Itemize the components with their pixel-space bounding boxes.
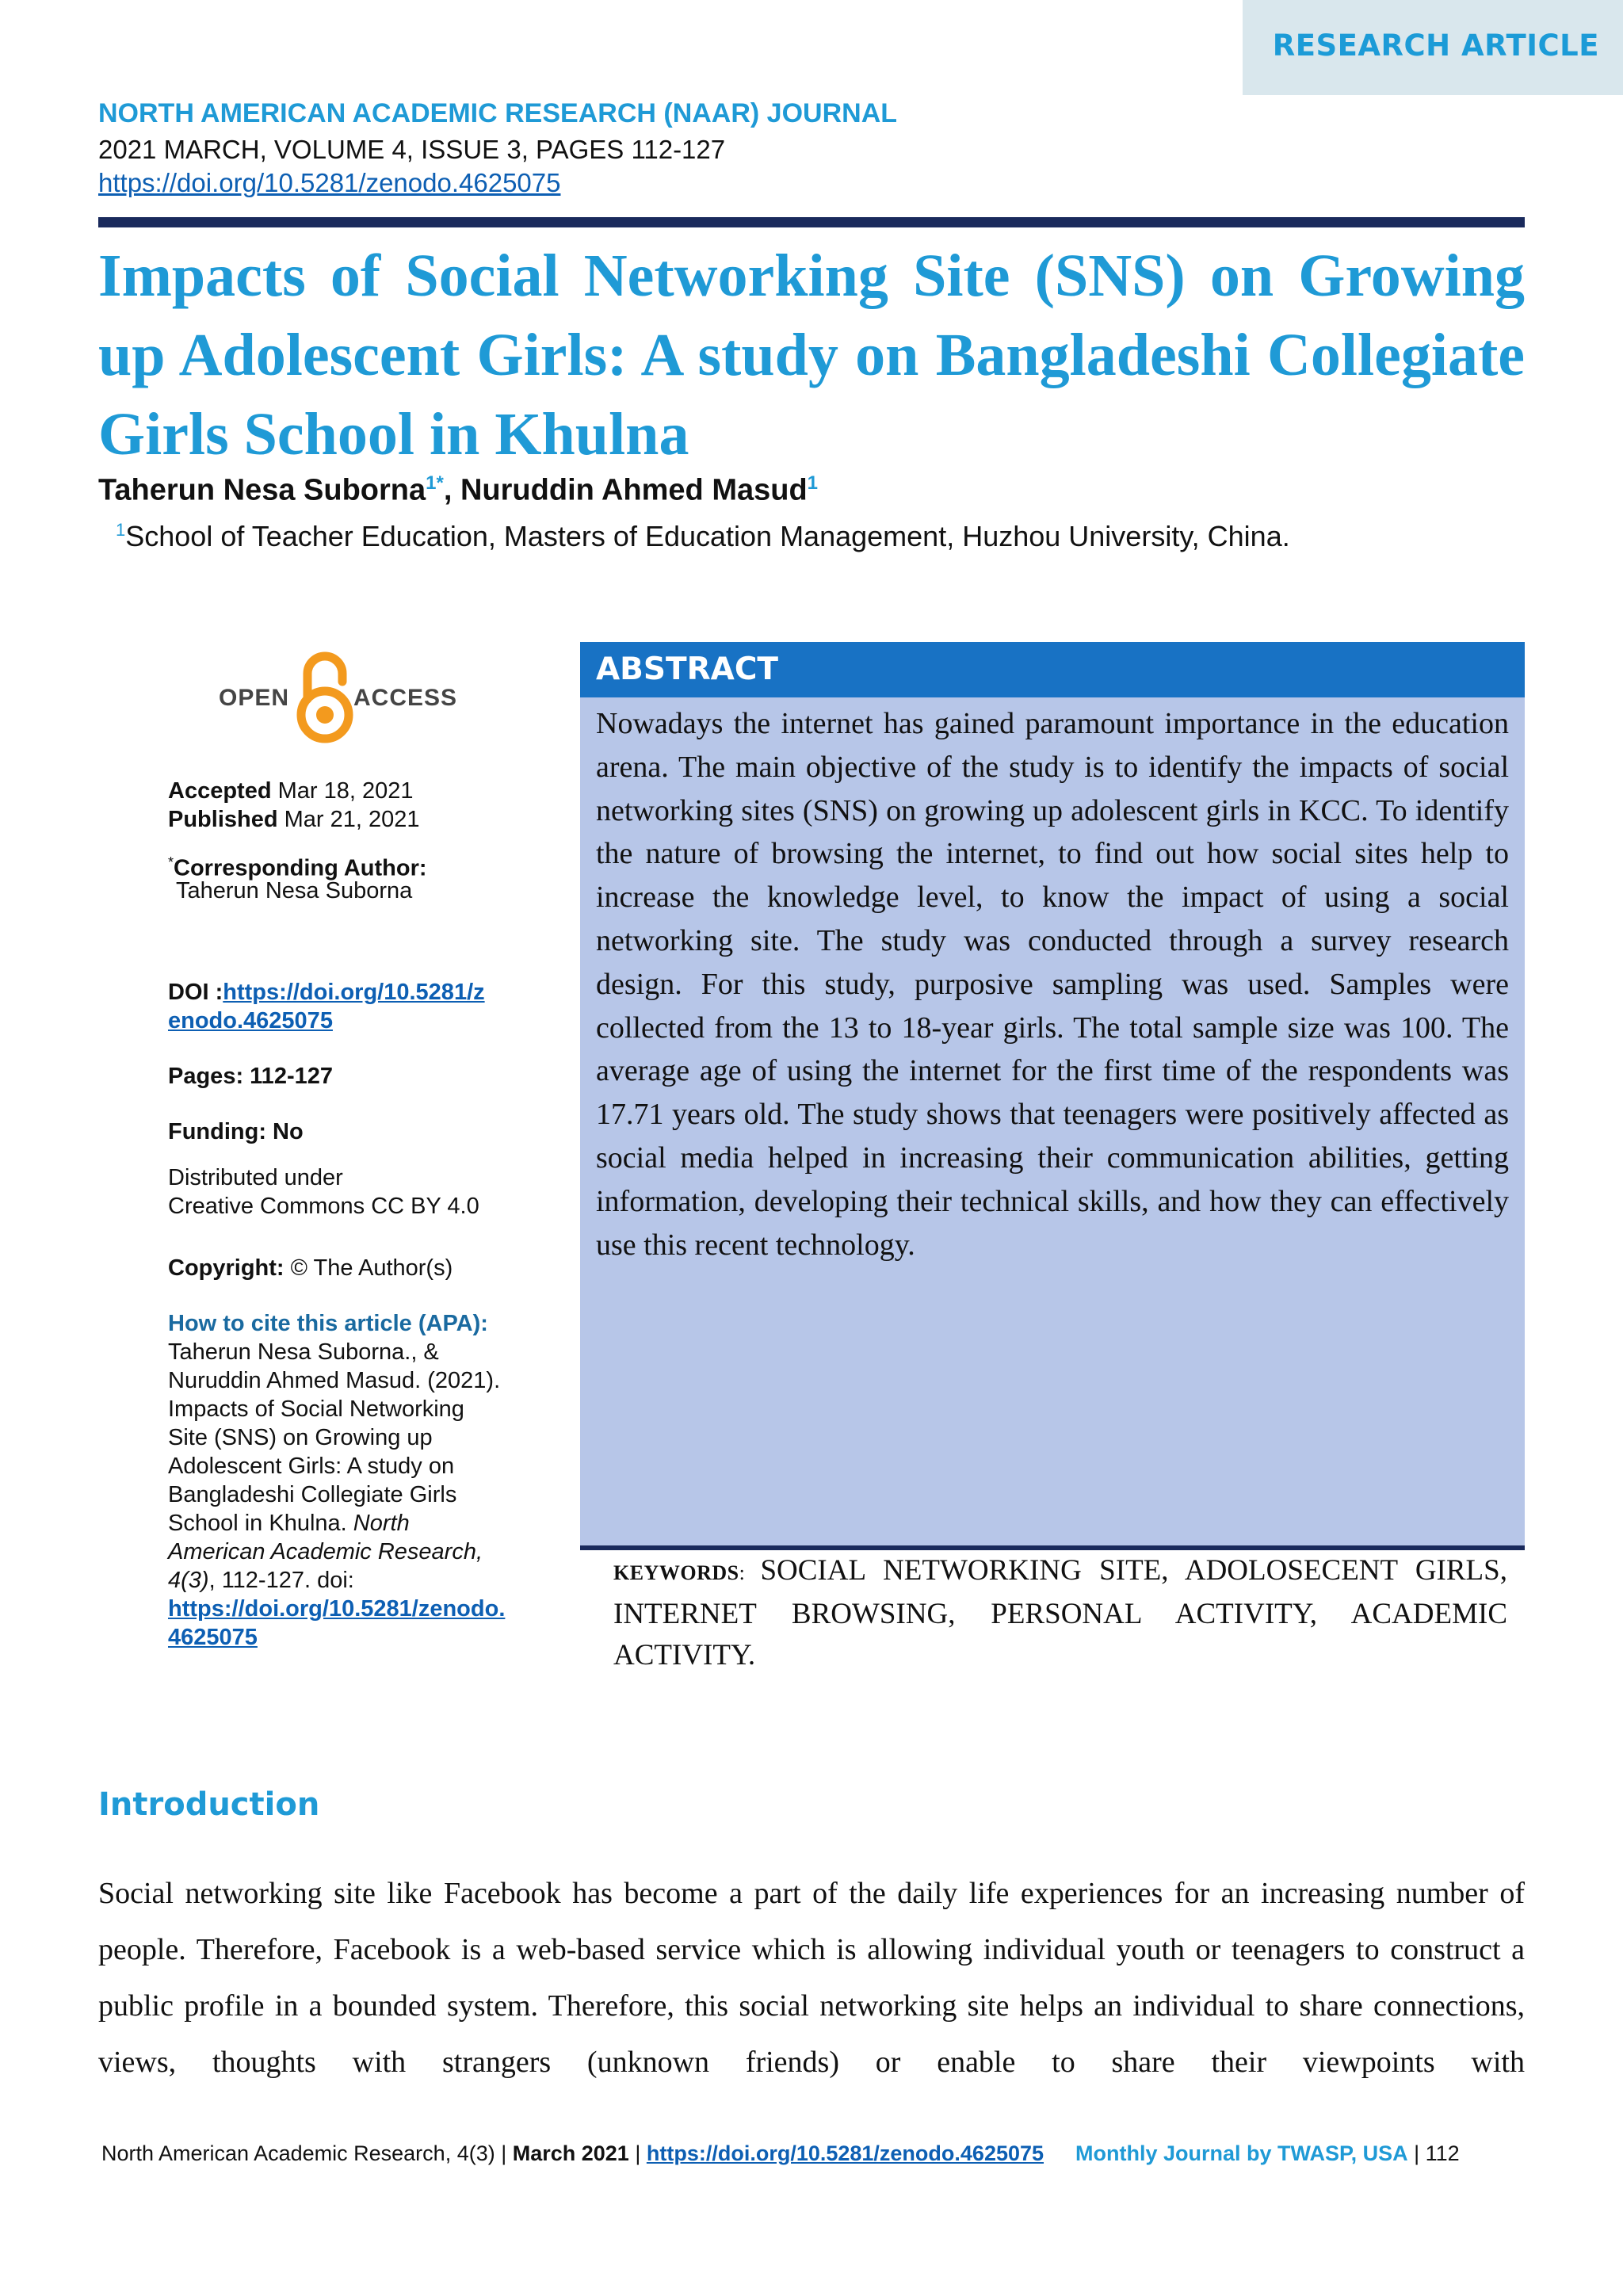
cite-line [168, 1538, 540, 1566]
cite-doi-link[interactable]: https://doi.org/10.5281/zenodo. [168, 1596, 506, 1622]
abstract-header [580, 642, 1525, 697]
sidebar-doi-link[interactable]: https://doi.org/10.5281/z [223, 980, 485, 1005]
journal-name: NORTH AMERICAN ACADEMIC RESEARCH (NAAR) JOURNAL [98, 98, 898, 128]
copyright-label: Copyright: [168, 1255, 285, 1281]
open-access-word-open: OPEN [219, 685, 290, 711]
research-article-tag [1243, 0, 1623, 95]
corresponding-mark: * [168, 854, 174, 870]
author-affiliation-mark: 1 [807, 472, 819, 494]
open-access-word-access: ACCESS [353, 685, 458, 711]
cite-line: Adolescent Girls: A study on [168, 1454, 455, 1479]
accepted-date: Mar 18, 2021 [271, 778, 414, 804]
footer-publisher: Monthly Journal by TWASP, USA [1075, 2141, 1408, 2165]
footer-separator: | [628, 2141, 647, 2165]
abstract-box [580, 642, 1525, 1549]
issue-info: 2021 MARCH, VOLUME 4, ISSUE 3, PAGES 112-127 [98, 135, 726, 164]
keywords-colon: : [739, 1561, 761, 1584]
footer-doi-link[interactable]: https://doi.org/10.5281/zenodo.4625075 [646, 2141, 1044, 2165]
doi-row [168, 978, 540, 1007]
cite-text: , 112-127. doi: [208, 1568, 354, 1593]
funding-info [168, 1117, 540, 1146]
cite-line [168, 1509, 540, 1538]
author-name: Taherun Nesa Suborna [98, 473, 426, 507]
author-separator: , [443, 473, 460, 507]
author-list [98, 472, 818, 508]
introduction-text: Social networking site like Facebook has become a part of the daily life experiences for an increasing number of people. Therefore, Facebook is a web-based service which is allowing individual youth or teenagers to construct a public profile in a bounded system. Therefore, this social networking site helps an individual to share connections, views, thoughts with strangers (unknown friends) or enable to share their viewpoints with [98, 1877, 1525, 2079]
keywords-text: SOCIAL NETWORKING SITE, ADOLOSECENT GIRLS, INTERNET BROWSING, PERSONAL ACTIVITY, ACADEMIC ACTIVITY. [613, 1554, 1507, 1671]
corresponding-author-label: Corresponding Author: [174, 855, 427, 881]
header-divider [98, 217, 1525, 227]
cite-text: School in Khulna. [168, 1511, 353, 1536]
published-row [168, 805, 540, 834]
author-affiliation-mark: 1* [426, 472, 444, 494]
corresponding-author-name: Taherun Nesa Suborna [176, 878, 413, 904]
affiliation-mark: 1 [116, 520, 126, 540]
cite-volume: 4(3) [168, 1568, 209, 1593]
article-title: Impacts of Social Networking Site (SNS) on Growing up Adolescent Girls: A study on Bangladeshi Collegiate Girls School in Khulna [98, 243, 1525, 468]
footer-citation: North American Academic Research, 4(3) | [101, 2141, 513, 2165]
abstract-heading: ABSTRACT [596, 651, 779, 687]
license-line: Creative Commons CC BY 4.0 [168, 1194, 479, 1219]
abstract-text: Nowadays the internet has gained paramount importance in the education arena. The main objective of the study is to identify the impacts of social networking sites (SNS) on growing up adolescent girls in KCC. To identify the nature of browsing the internet, to find out how social sites help to increase the knowledge level, to know the impact of using a social networking site. The study was conducted through a survey research design. For this study, purposive sampling was used. Samples were collected from the 13 to 18-year girls. The total sample size was 100. The average age of using the internet for the first time of the respondents was 17.71 years old. The study shows that teenagers were positively affected as social media helped in increasing their communication abilities, getting information, developing their technical skills, and how they can effectively use this recent technology. [596, 707, 1509, 1262]
license-line: Distributed under [168, 1165, 343, 1190]
cite-line [168, 1566, 540, 1595]
published-label: Published [168, 807, 278, 832]
author-name: Nuruddin Ahmed Masud [460, 473, 808, 507]
sidebar-doi-link-continued[interactable]: enodo.4625075 [168, 1008, 333, 1033]
footer-page-number: | 112 [1407, 2141, 1460, 2165]
keywords [613, 1550, 1507, 1676]
header-doi-link[interactable]: https://doi.org/10.5281/zenodo.4625075 [98, 168, 561, 197]
cite-line: Nuruddin Ahmed Masud. (2021). [168, 1368, 501, 1393]
keywords-label: KEYWORDS [613, 1561, 739, 1584]
cite-line [168, 1595, 540, 1623]
page-footer [101, 2141, 1460, 2166]
affiliation [116, 520, 1290, 553]
doi-label: DOI : [168, 980, 223, 1005]
cite-line: Impacts of Social Networking [168, 1396, 464, 1422]
footer-month: March 2021 [512, 2141, 629, 2165]
cite-line: Site (SNS) on Growing up [168, 1425, 433, 1450]
cite-line: Taherun Nesa Suborna., & [168, 1339, 439, 1365]
published-date: Mar 21, 2021 [277, 807, 420, 832]
cite-line: Bangladeshi Collegiate Girls [168, 1482, 457, 1507]
accepted-label: Accepted [168, 778, 272, 804]
open-access-logo [219, 650, 472, 745]
funding-text: Funding: No [168, 1119, 304, 1144]
cite-journal: American Academic Research, [168, 1539, 483, 1564]
doi-row-continued [168, 1007, 540, 1035]
research-article-label: RESEARCH ARTICLE [1272, 29, 1599, 63]
cite-journal: North [353, 1511, 410, 1536]
cite-doi-link-continued[interactable]: 4625075 [168, 1625, 258, 1650]
accepted-row [168, 777, 540, 805]
cite-heading: How to cite this article (APA): [168, 1311, 488, 1336]
pages-info [168, 1062, 540, 1091]
introduction-heading: Introduction [98, 1786, 320, 1823]
open-access-lock-icon [296, 650, 353, 743]
copyright-row [168, 1254, 540, 1282]
pages-text: Pages: 112-127 [168, 1064, 333, 1089]
affiliation-text: School of Teacher Education, Masters of Education Management, Huzhou University, China. [125, 520, 1290, 552]
cite-line [168, 1623, 540, 1652]
copyright-value: © The Author(s) [284, 1255, 453, 1281]
